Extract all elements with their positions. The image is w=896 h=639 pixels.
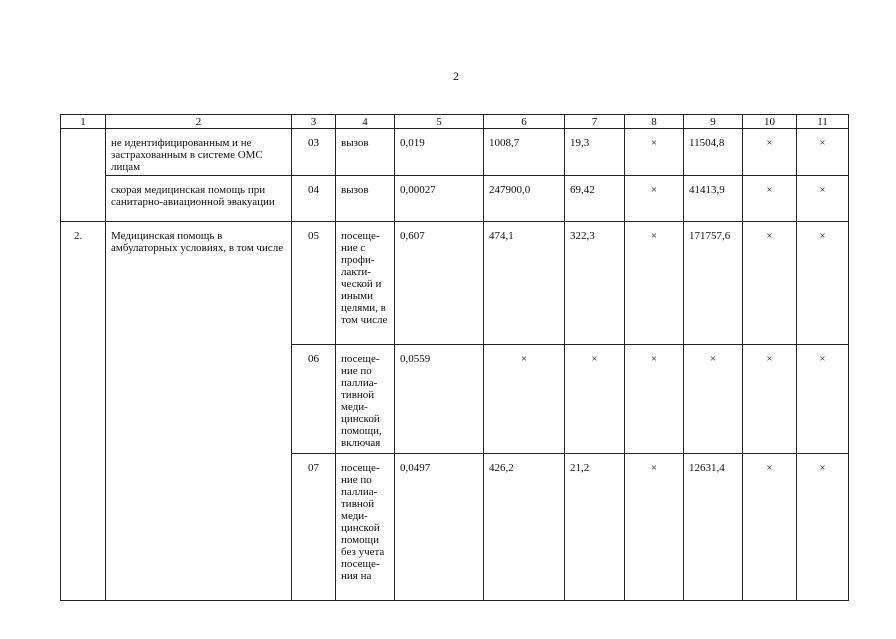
row-code-cell: 05 — [292, 222, 336, 345]
row-value-cell: 247900,0 — [484, 176, 565, 222]
row-value-cell: × — [797, 129, 849, 176]
row-value-cell: × — [797, 454, 849, 601]
row-value-cell: × — [625, 176, 684, 222]
column-header: 2 — [106, 115, 292, 129]
row-code-cell: 07 — [292, 454, 336, 601]
column-header: 1 — [61, 115, 106, 129]
table-row — [61, 176, 849, 222]
column-header: 4 — [336, 115, 395, 129]
row-value-cell: × — [743, 345, 797, 454]
row-value-cell: 19,3 — [565, 129, 625, 176]
row-name-cell: не идентифицированным и не застрахованным в системе ОМС лицам — [106, 129, 292, 176]
table-row — [61, 129, 849, 176]
row-value-cell: 0,019 — [395, 129, 484, 176]
row-number-cell — [61, 129, 106, 222]
row-code-cell: 03 — [292, 129, 336, 176]
row-value-cell: × — [684, 345, 743, 454]
row-value-cell: × — [625, 454, 684, 601]
row-value-cell: × — [625, 129, 684, 176]
column-header: 7 — [565, 115, 625, 129]
row-value-cell: × — [743, 129, 797, 176]
column-header: 10 — [743, 115, 797, 129]
row-value-cell: 12631,4 — [684, 454, 743, 601]
row-name-cell: Медицинская помощь в амбулаторных условиях, в том числе — [106, 222, 292, 601]
row-value-cell: 0,607 — [395, 222, 484, 345]
row-unit-cell: посеще-ние по паллиа-тивной меди-цинской помощи без учета посеще-ния на — [336, 454, 395, 601]
column-header: 9 — [684, 115, 743, 129]
column-header: 8 — [625, 115, 684, 129]
row-value-cell: 426,2 — [484, 454, 565, 601]
row-value-cell: 69,42 — [565, 176, 625, 222]
data-table — [60, 114, 849, 601]
table-header-row — [61, 115, 849, 129]
row-value-cell: 0,0497 — [395, 454, 484, 601]
row-number-cell: 2. — [61, 222, 106, 601]
row-name-cell: скорая медицинская помощь при санитарно-авиационной эвакуации — [106, 176, 292, 222]
row-value-cell: 1008,7 — [484, 129, 565, 176]
row-code-cell: 06 — [292, 345, 336, 454]
row-value-cell: × — [797, 176, 849, 222]
column-header: 3 — [292, 115, 336, 129]
row-value-cell: × — [743, 176, 797, 222]
row-value-cell: × — [484, 345, 565, 454]
column-header: 5 — [395, 115, 484, 129]
row-value-cell: × — [743, 454, 797, 601]
column-header: 6 — [484, 115, 565, 129]
row-unit-cell: посеще-ние по паллиа-тивной меди-цинской помощи, включая — [336, 345, 395, 454]
row-value-cell: × — [625, 222, 684, 345]
row-value-cell: 41413,9 — [684, 176, 743, 222]
row-unit-cell: вызов — [336, 176, 395, 222]
row-value-cell: 474,1 — [484, 222, 565, 345]
row-value-cell: × — [625, 345, 684, 454]
page-number: 2 — [453, 69, 459, 83]
column-header: 11 — [797, 115, 849, 129]
row-unit-cell: посеще-ние с профи-лакти-ческой и иными целями, в том числе — [336, 222, 395, 345]
row-value-cell: 0,00027 — [395, 176, 484, 222]
row-value-cell: 0,0559 — [395, 345, 484, 454]
row-value-cell: × — [797, 345, 849, 454]
row-value-cell: × — [797, 222, 849, 345]
row-value-cell: × — [565, 345, 625, 454]
row-value-cell: 322,3 — [565, 222, 625, 345]
table-row — [61, 222, 849, 345]
row-value-cell: 21,2 — [565, 454, 625, 601]
row-unit-cell: вызов — [336, 129, 395, 176]
row-value-cell: 171757,6 — [684, 222, 743, 345]
row-value-cell: 11504,8 — [684, 129, 743, 176]
row-code-cell: 04 — [292, 176, 336, 222]
row-value-cell: × — [743, 222, 797, 345]
